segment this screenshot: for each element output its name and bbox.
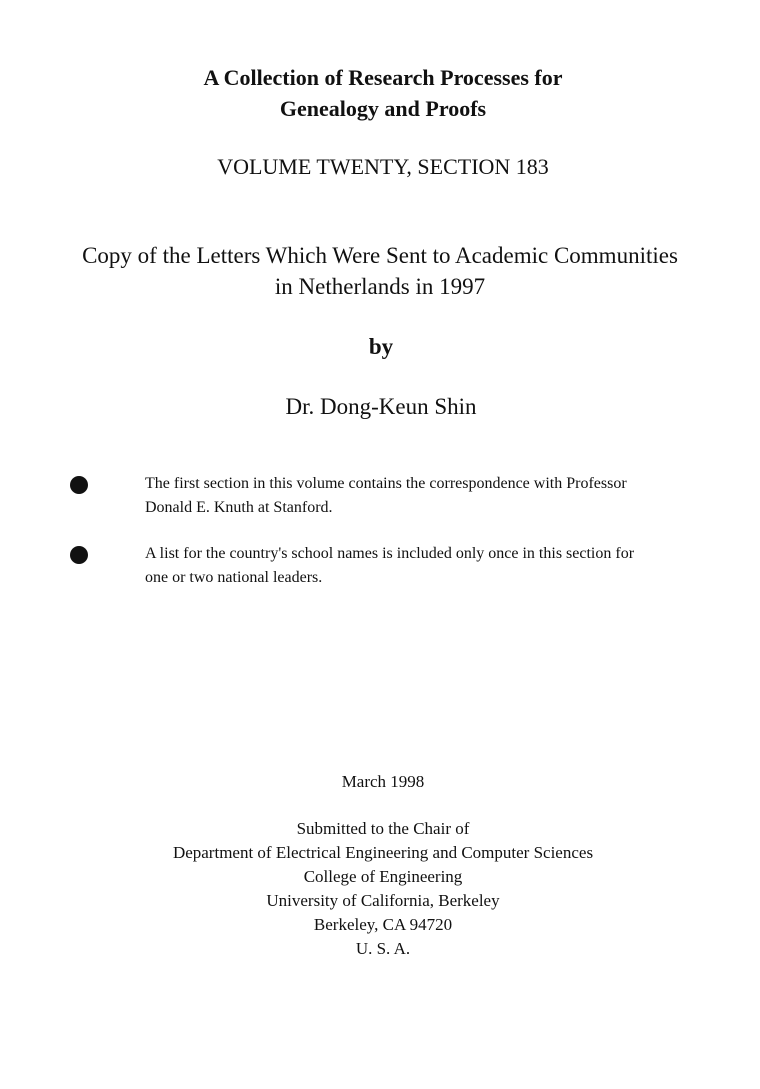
by-label: by xyxy=(368,334,394,359)
bullet-dot-icon xyxy=(70,476,88,494)
bullet-item xyxy=(0,542,760,612)
submission-address xyxy=(0,817,760,961)
submission-date: March 1998 xyxy=(341,772,425,791)
author-name: Dr. Dong-Keun Shin xyxy=(285,394,477,419)
bullet-item xyxy=(0,472,760,542)
bullet-text xyxy=(145,472,735,520)
address-line-3: College of Engineering xyxy=(303,867,463,886)
bullet-dot-icon xyxy=(70,546,88,564)
title-line-1: A Collection of Research Processes for xyxy=(203,65,563,90)
address-line-1: Submitted to the Chair of xyxy=(296,819,470,838)
bullet-2-line-1: A list for the country's school names is included only once in this section for xyxy=(145,545,635,562)
bullet-text xyxy=(145,542,735,590)
document-title xyxy=(0,62,760,124)
subtitle-line-1: Copy of the Letters Which Were Sent to Academic Communities xyxy=(82,243,678,268)
address-line-2: Department of Electrical Engineering and Computer Sciences xyxy=(172,843,594,862)
bullet-1-line-2: Donald E. Knuth at Stanford. xyxy=(145,499,333,516)
subtitle-line-2: in Netherlands in 1997 xyxy=(274,274,486,299)
address-line-6: U. S. A. xyxy=(355,939,411,958)
address-line-5: Berkeley, CA 94720 xyxy=(313,915,453,934)
bullet-2-line-2: one or two national leaders. xyxy=(145,569,323,586)
volume-section-heading: VOLUME TWENTY, SECTION 183 xyxy=(217,154,549,179)
address-line-4: University of California, Berkeley xyxy=(266,891,500,910)
title-line-2: Genealogy and Proofs xyxy=(279,96,487,121)
bullet-list xyxy=(0,472,760,612)
document-subtitle xyxy=(0,240,760,302)
bullet-1-line-1: The first section in this volume contains the correspondence with Professor xyxy=(145,475,627,492)
